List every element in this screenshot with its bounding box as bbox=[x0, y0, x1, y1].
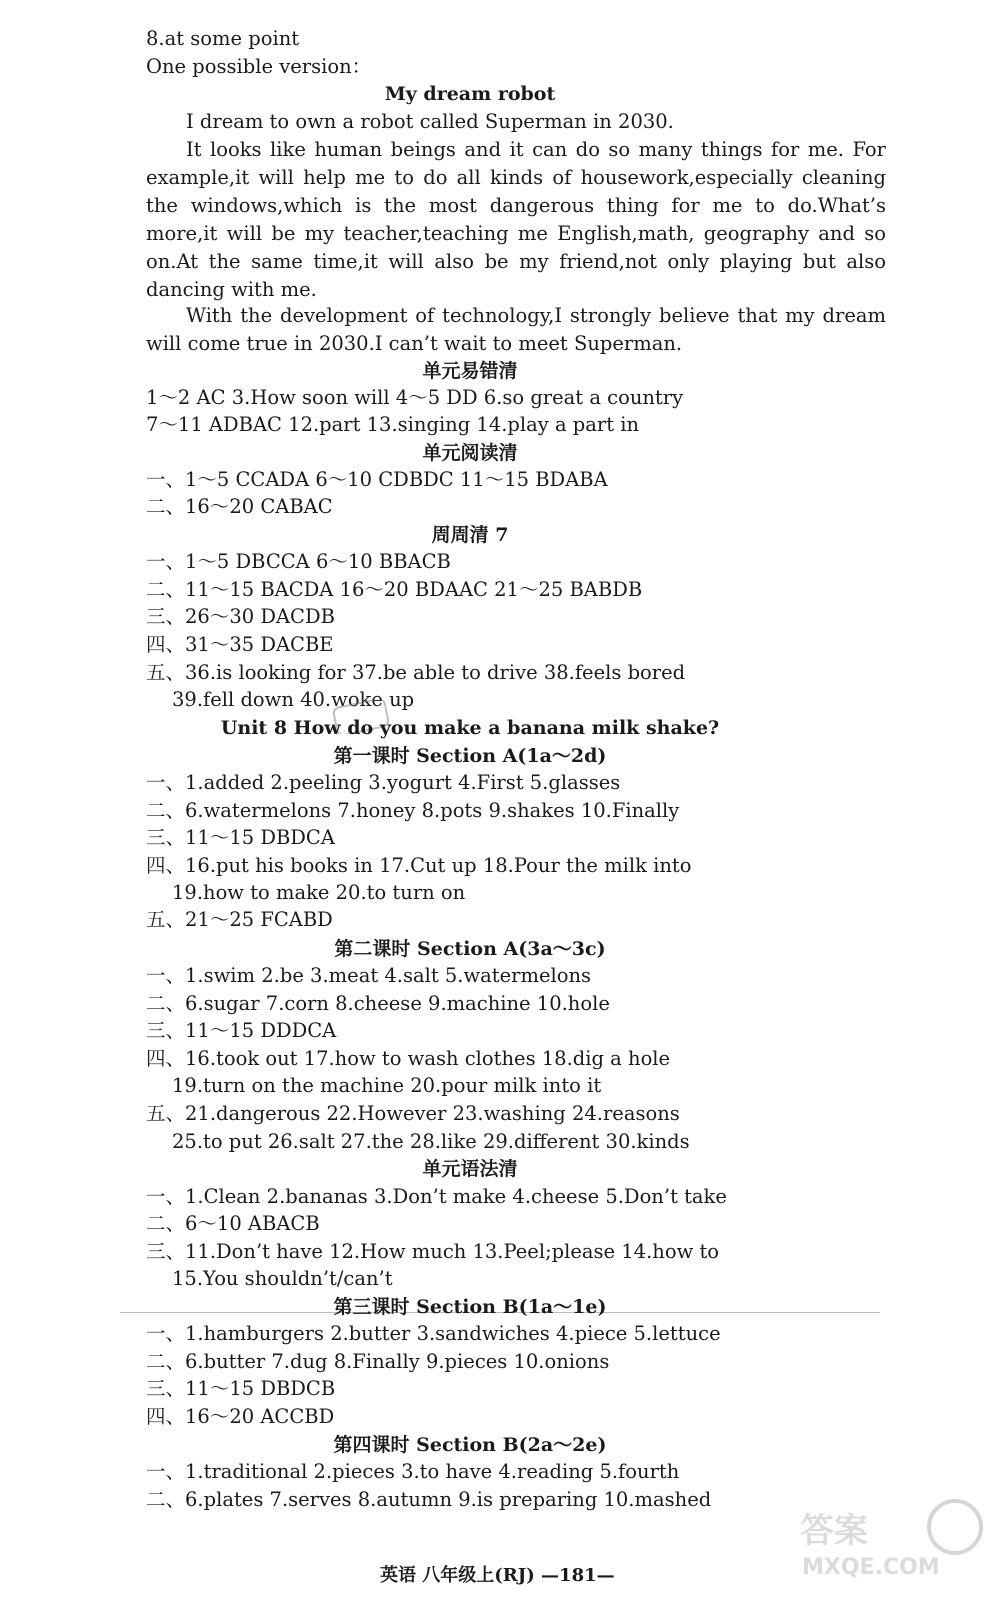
answer-line: 一、1.hamburgers 2.butter 3.sandwiches 4.piece 5.lettuce bbox=[146, 1322, 721, 1345]
answer-line: 一、1.swim 2.be 3.meat 4.salt 5.watermelons bbox=[146, 964, 592, 987]
page-footer: 英语 八年级上(RJ) —181— bbox=[380, 1565, 615, 1586]
svg-text:答案: 答案 bbox=[800, 1511, 868, 1551]
answer-line: 二、11～15 BACDA 16～20 BDAAC 21～25 BABDB bbox=[146, 578, 643, 601]
unit-title: Unit 8 How do you make a banana milk shake? bbox=[220, 717, 720, 739]
answer-line: 五、21～25 FCABD bbox=[146, 908, 333, 931]
answer-line: 一、1.added 2.peeling 3.yogurt 4.First 5.glasses bbox=[146, 771, 621, 794]
answer-line: 二、6～10 ABACB bbox=[146, 1212, 320, 1235]
answer-line: 1～2 AC 3.How soon will 4～5 DD 6.so great a country bbox=[146, 386, 684, 409]
answer-line: 三、11～15 DBDCB bbox=[146, 1377, 336, 1400]
answer-line: 四、16.put his books in 17.Cut up 18.Pour the milk into bbox=[146, 854, 692, 877]
answer-line: 五、21.dangerous 22.However 23.washing 24.reasons bbox=[146, 1102, 680, 1125]
answer-line: 三、11～15 DBDCA bbox=[146, 826, 335, 849]
answer-line: 25.to put 26.salt 27.the 28.like 29.different 30.kinds bbox=[172, 1130, 690, 1153]
essay-paragraph-2: It looks like human beings and it can do so many things for me. For example,it will help me to do all kinds of housework,especially cleaning the windows,which is the most dangerous thing for me to do.What’s more,it will be my teacher,teaching me English,math, geography and so on.At the same time,it will also be my friend,not only playing but also dancing with me. bbox=[146, 138, 886, 301]
section-title-mistakes: 单元易错清 bbox=[422, 360, 518, 382]
answer-line: 二、6.sugar 7.corn 8.cheese 9.machine 10.hole bbox=[146, 992, 610, 1015]
version-label: One possible version： bbox=[146, 55, 372, 78]
section-title-reading: 单元阅读清 bbox=[422, 442, 518, 464]
section-title-grammar: 单元语法清 bbox=[422, 1158, 518, 1180]
answer-line: 19.turn on the machine 20.pour milk into it bbox=[172, 1074, 602, 1097]
answer-line: 四、16.took out 17.how to wash clothes 18.dig a hole bbox=[146, 1047, 671, 1070]
answer-line: 四、31～35 DACBE bbox=[146, 633, 334, 656]
answer-line: 19.how to make 20.to turn on bbox=[172, 881, 466, 904]
section-title-weekly: 周周清 7 bbox=[431, 524, 509, 546]
answer-line: 15.You shouldn’t/can’t bbox=[172, 1267, 393, 1290]
answer-line: 一、1.Clean 2.bananas 3.Don’t make 4.cheese 5.Don’t take bbox=[146, 1185, 727, 1208]
answer-line: 三、11～15 DDDCA bbox=[146, 1019, 337, 1042]
answer-line: 五、36.is looking for 37.be able to drive 38.feels bored bbox=[146, 661, 686, 684]
item-8: 8.at some point bbox=[146, 27, 300, 50]
answer-line: 一、1～5 DBCCA 6～10 BBACB bbox=[146, 550, 451, 573]
answer-line: 二、6.plates 7.serves 8.autumn 9.is preparing 10.mashed bbox=[146, 1488, 712, 1511]
lesson-title-2: 第二课时 Section A(3a～3c) bbox=[334, 938, 606, 960]
answer-line: 39.fell down 40.woke up bbox=[172, 688, 415, 711]
answer-line: 一、1～5 CCADA 6～10 CDBDC 11～15 BDABA bbox=[146, 468, 608, 491]
answer-line: 二、16～20 CABAC bbox=[146, 495, 333, 518]
answer-line: 一、1.traditional 2.pieces 3.to have 4.reading 5.fourth bbox=[146, 1460, 680, 1483]
essay-title: My dream robot bbox=[384, 83, 556, 105]
essay-paragraph-3: With the development of technology,I strongly believe that my dream will come true in 2030.I can’t wait to meet Superman. bbox=[146, 304, 886, 355]
watermark-logo-icon bbox=[790, 1492, 990, 1582]
lesson-title-3: 第三课时 Section B(1a～1e) bbox=[333, 1296, 607, 1318]
essay-paragraph-1: I dream to own a robot called Superman in 2030. bbox=[186, 110, 674, 133]
answer-line: 四、16～20 ACCBD bbox=[146, 1405, 335, 1428]
svg-text:MXQE.COM: MXQE.COM bbox=[802, 1555, 940, 1580]
answer-line: 二、6.watermelons 7.honey 8.pots 9.shakes 10.Finally bbox=[146, 799, 680, 822]
lesson-title-1: 第一课时 Section A(1a～2d) bbox=[333, 745, 607, 767]
answer-line: 三、26～30 DACDB bbox=[146, 605, 335, 628]
answer-line: 二、6.butter 7.dug 8.Finally 9.pieces 10.onions bbox=[146, 1350, 610, 1373]
answer-line: 7～11 ADBAC 12.part 13.singing 14.play a part in bbox=[146, 413, 640, 436]
answer-line: 三、11.Don’t have 12.How much 13.Peel;please 14.how to bbox=[146, 1240, 720, 1263]
lesson-title-4: 第四课时 Section B(2a～2e) bbox=[333, 1434, 607, 1456]
